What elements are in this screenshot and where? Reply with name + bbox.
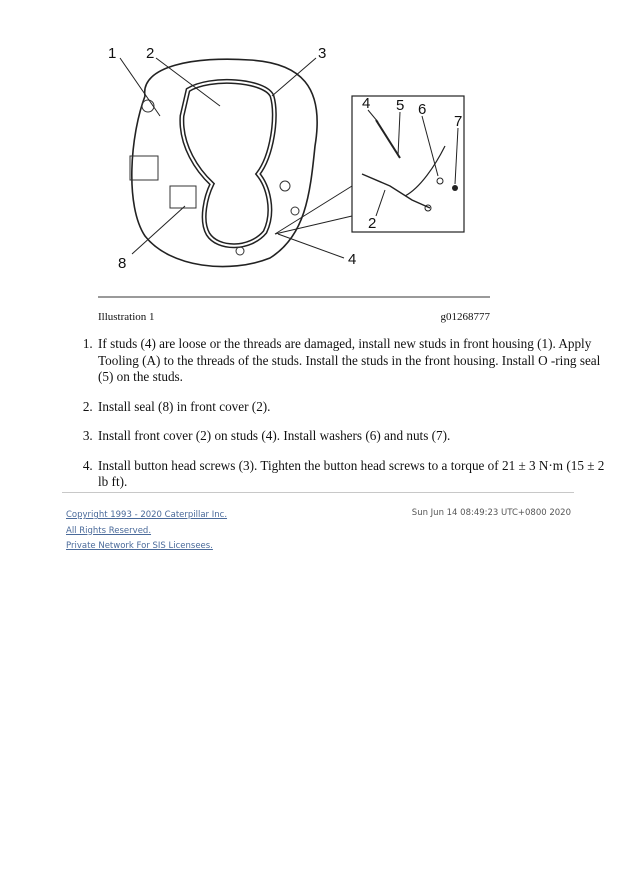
step-item: 2. Install seal (8) in front cover (2). [96, 399, 616, 416]
callout-2: 2 [146, 45, 155, 62]
bolt-detail [280, 181, 290, 191]
callout-8: 8 [118, 255, 127, 272]
rights-link[interactable]: All Rights Reserved. [66, 525, 152, 536]
procedure-steps [64, 336, 616, 504]
illustration-id: g01268777 [440, 311, 490, 323]
inset-callout-6: 6 [418, 101, 427, 118]
step-item: 1. If studs (4) are loose or the threads are damaged, install new studs in front housing (1). Apply Tooling (A) to the threads of the studs. Install the studs in the front housing. Install O -ring seal (5) on the studs. [96, 336, 616, 386]
inset-leader [275, 216, 352, 234]
network-link[interactable]: Private Network For SIS Licensees. [66, 541, 213, 551]
caption-rule [98, 296, 490, 298]
footer-timestamp: Sun Jun 14 08:49:23 UTC+0800 2020 [411, 508, 571, 518]
callout-1: 1 [108, 45, 117, 62]
inset-nut [452, 185, 458, 191]
bolt-detail [236, 247, 244, 255]
copyright-link[interactable]: Copyright 1993 - 2020 Caterpillar Inc. [66, 510, 228, 520]
detail-block [130, 156, 158, 180]
front-cover-diagram [100, 36, 480, 276]
step-item: 4. Install button head screws (3). Tighten the button head screws to a torque of 21 ± 3 N·m (15 ± 2 lb ft). [96, 458, 616, 491]
inset-callout-7: 7 [454, 113, 463, 130]
bolt-detail [291, 207, 299, 215]
inset-callout-2: 2 [368, 215, 377, 232]
illustration-label: Illustration 1 [98, 311, 155, 323]
illustration-figure [100, 36, 480, 276]
footer-links [66, 508, 227, 555]
detail-block [170, 186, 196, 208]
inset-callout-5: 5 [396, 97, 405, 114]
footer-divider [62, 492, 574, 493]
front-housing-outline [132, 59, 317, 266]
callout-3: 3 [318, 45, 327, 62]
callout-4: 4 [348, 251, 357, 268]
inset-leader [275, 186, 352, 234]
step-item: 3. Install front cover (2) on studs (4). Install washers (6) and nuts (7). [96, 428, 616, 445]
detail-inset-box [352, 96, 464, 232]
inset-callout-4: 4 [362, 95, 371, 112]
bolt-detail [142, 100, 154, 112]
front-cover-seal-inner [182, 81, 274, 245]
